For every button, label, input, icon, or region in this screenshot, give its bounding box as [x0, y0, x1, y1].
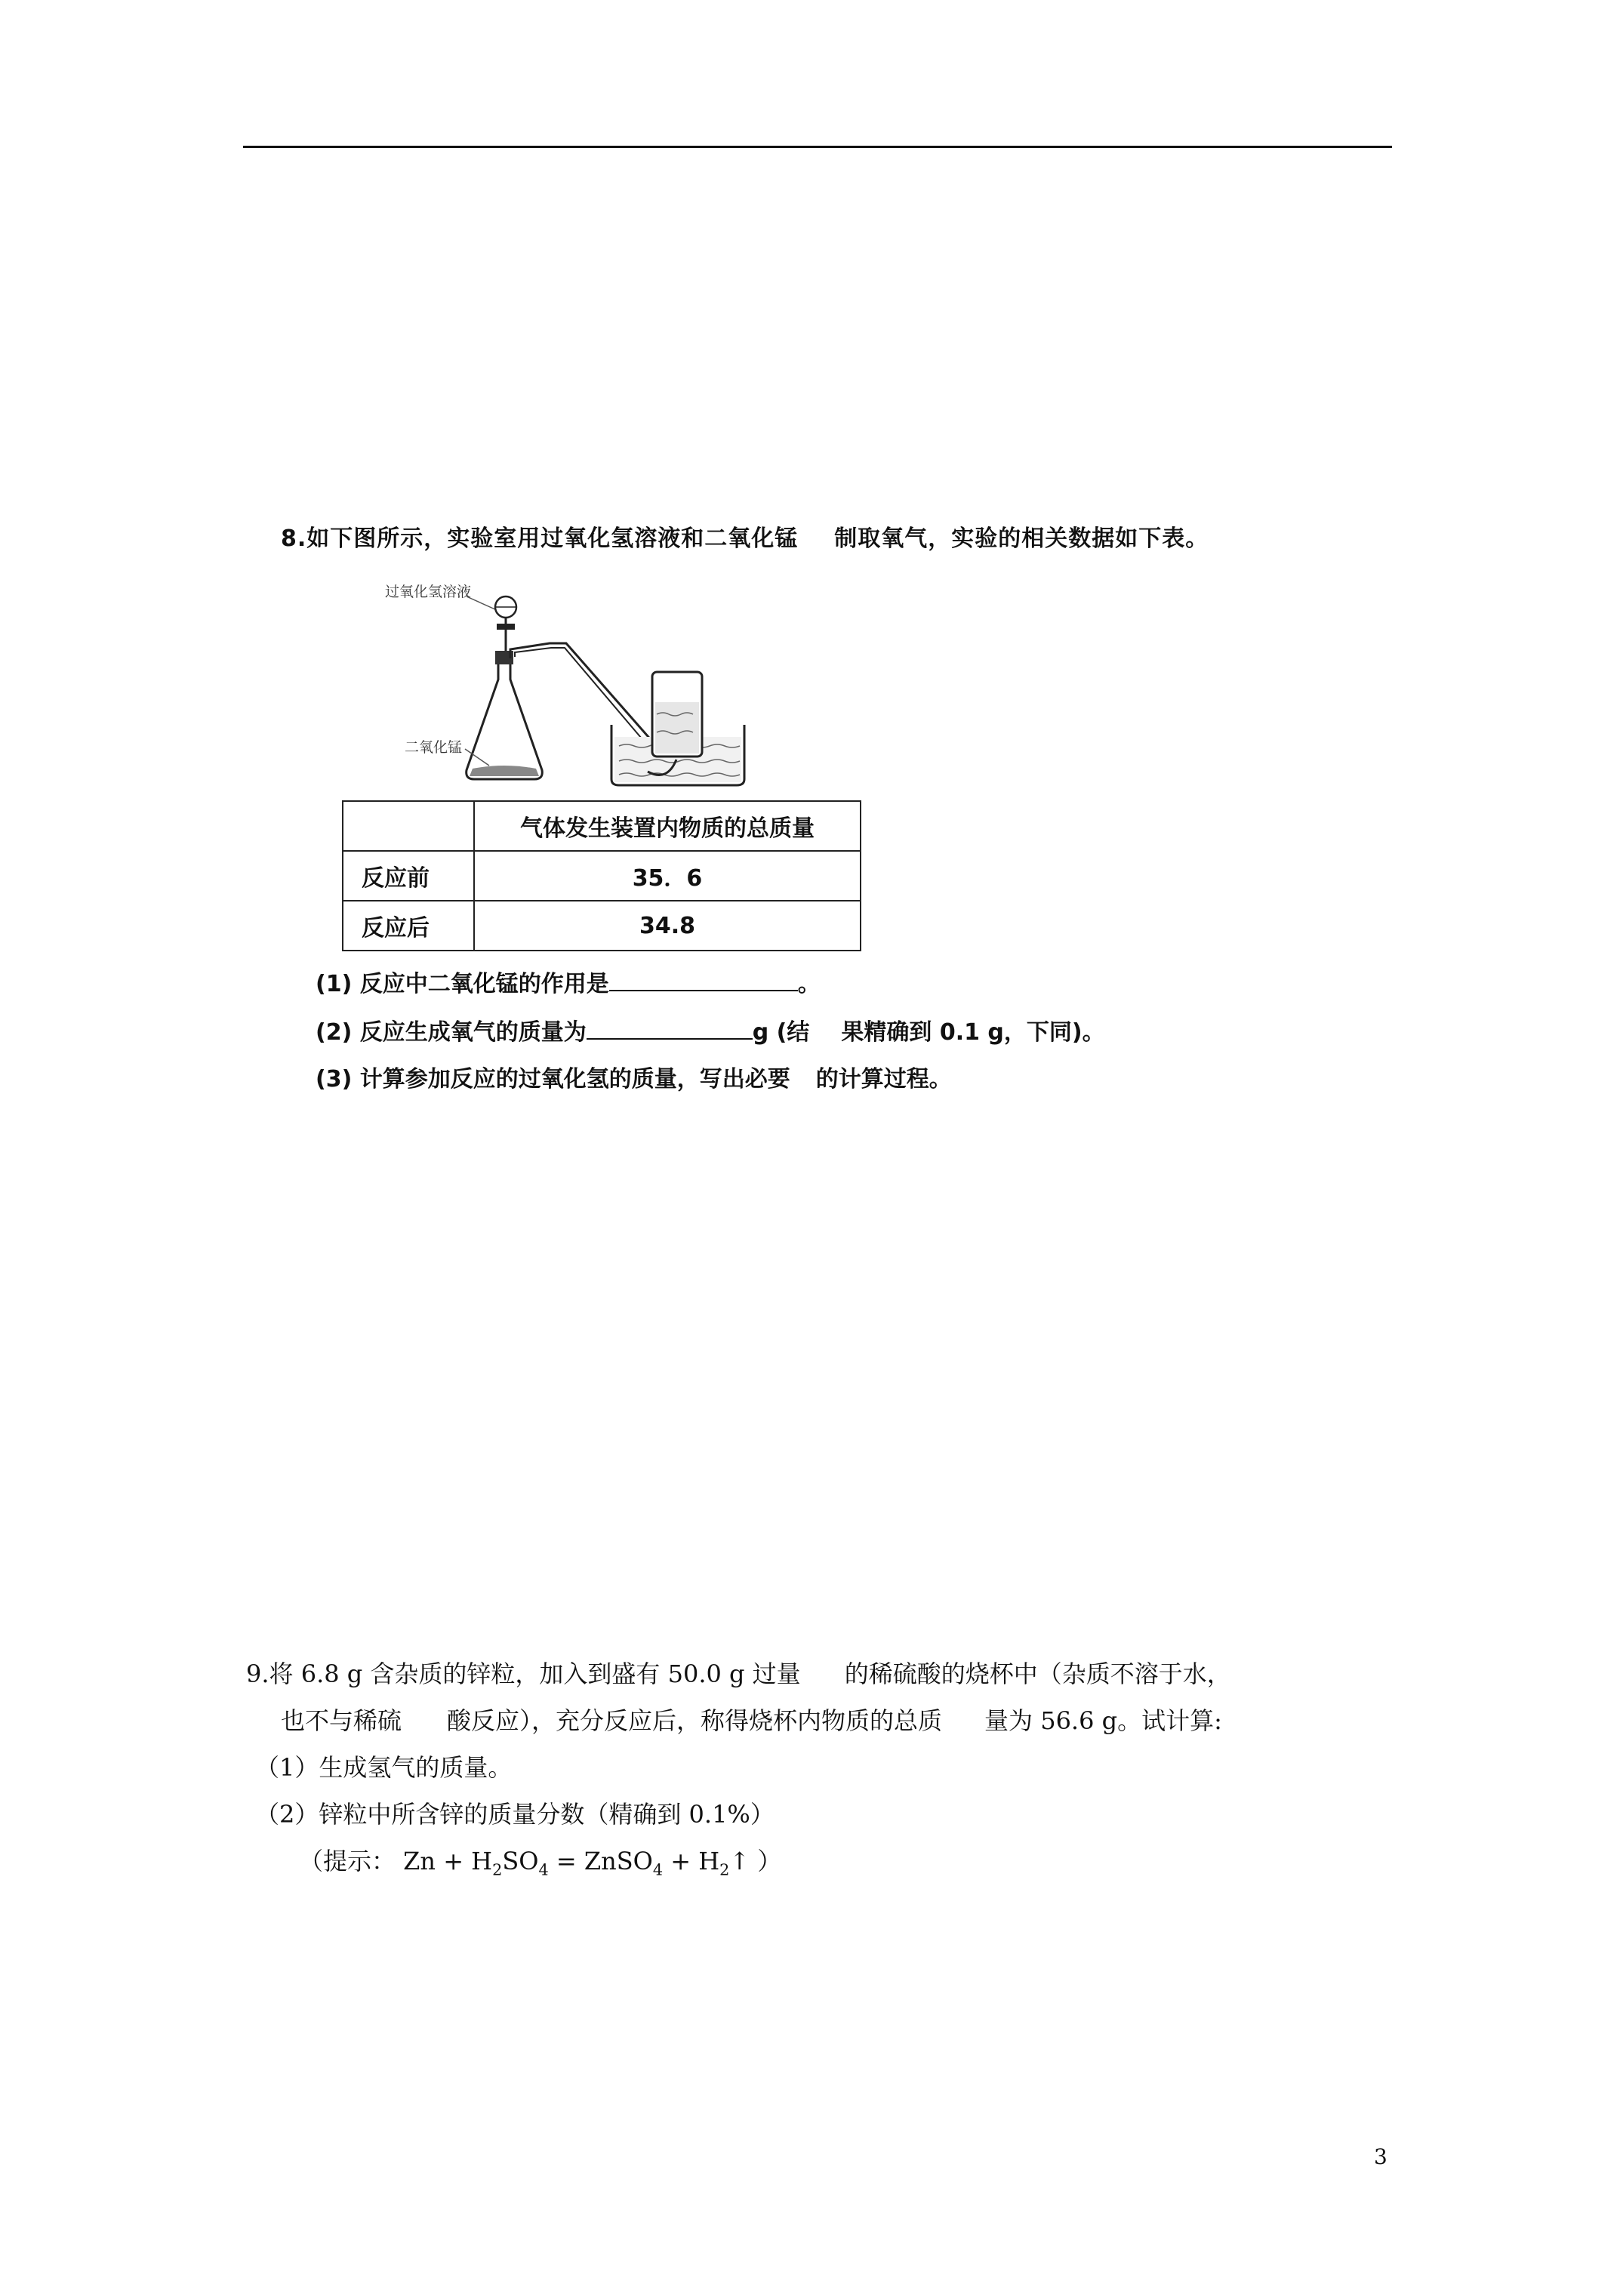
label-manganese-dioxide: 二氧化锰 — [405, 739, 463, 756]
q8-subquestion-1: (1) 反应中二氧化锰的作用是 。 — [316, 965, 821, 998]
oxygen-generation-apparatus — [376, 574, 799, 793]
question-8-title: 8.如下图所示，实验室用过氧化氢溶液和二氧化锰 制取氧气，实验的相关数据如下表。 — [281, 525, 1209, 552]
row-value: 35．6 — [474, 851, 861, 901]
table-header: 气体发生装置内物质的总质量 — [474, 801, 861, 851]
label-hydrogen-peroxide: 过氧化氢溶液 — [385, 584, 472, 600]
table-row — [343, 901, 861, 951]
mass-data-table — [342, 800, 861, 951]
q8-subquestion-2: (2) 反应生成氧气的质量为 g (结 果精确到 0.1 g，下同)。 — [316, 1013, 1105, 1046]
conical-flask — [467, 654, 543, 779]
table-corner-cell — [343, 801, 474, 851]
question-9-line-2: 也不与稀硫 酸反应），充分反应后，称得烧杯内物质的总质 量为 56.6 g。试计算: — [281, 1706, 1222, 1735]
page-number: 3 — [1374, 2144, 1387, 2169]
q9-hint-equation: （提示： $Zn + H_2SO_4$ = ZnSO$_4$ + $H_2↑$ ） — [299, 1847, 782, 1879]
row-value: 34.8 — [474, 901, 861, 951]
q9-subquestion-1: （1）生成氢气的质量。 — [255, 1753, 513, 1782]
answer-blank-1[interactable] — [609, 969, 798, 991]
row-label: 反应后 — [343, 901, 474, 951]
header-rule — [243, 146, 1392, 148]
answer-blank-2[interactable] — [587, 1017, 753, 1040]
row-label: 反应前 — [343, 851, 474, 901]
q9-subquestion-2: （2）锌粒中所含锌的质量分数（精确到 0.1%） — [255, 1800, 775, 1829]
table-row — [343, 851, 861, 901]
q8-subquestion-3: (3) 计算参加反应的过氧化氢的质量，写出必要 的计算过程。 — [316, 1066, 952, 1093]
question-9-line-1: 9.将 6.8 g 含杂质的锌粒，加入到盛有 50.0 g 过量 的稀硫酸的烧杯中（杂质不溶于水， — [246, 1660, 1231, 1688]
table-header-row — [343, 801, 861, 851]
